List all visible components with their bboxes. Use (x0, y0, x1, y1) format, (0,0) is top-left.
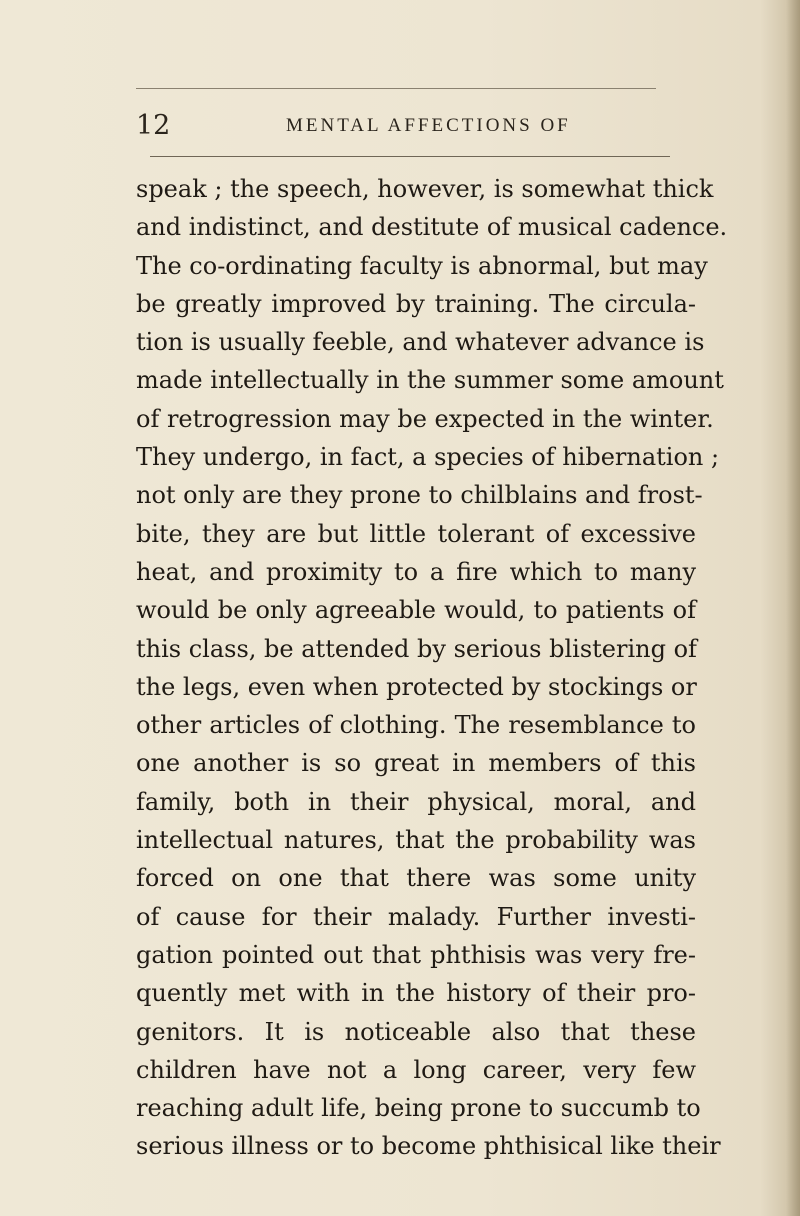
text-line: serious illness or to become phthisical like their (136, 1132, 721, 1161)
header-rule-bottom (150, 156, 670, 157)
header-rule-top (136, 88, 656, 89)
text-line: reaching adult life, being prone to succumb to (136, 1094, 701, 1123)
body-text (136, 170, 728, 1166)
text-line: quently met with in the history of their pro- (136, 979, 696, 1008)
text-line: of retrogression may be expected in the winter. (136, 404, 714, 433)
text-line: children have not a long career, very few (136, 1055, 696, 1084)
text-line: not only are they prone to chilblains and frost- (136, 481, 703, 510)
running-head: MENTAL AFFECTIONS OF (286, 115, 571, 136)
text-line: the legs, even when protected by stockings or (136, 672, 697, 701)
text-line: made intellectually in the summer some amount (136, 366, 724, 395)
text-line: other articles of clothing. The resemblance to (136, 711, 696, 740)
text-line: gation pointed out that phthisis was very fre- (136, 940, 696, 969)
text-line: would be only agreeable would, to patients of (136, 596, 696, 625)
text-line: tion is usually feeble, and whatever advance is (136, 328, 705, 357)
page-header (136, 106, 656, 146)
text-line: be greatly improved by training. The circula- (136, 289, 696, 318)
text-line: bite, they are but little tolerant of excessive (136, 519, 696, 548)
text-line: speak ; the speech, however, is somewhat thick (136, 175, 714, 203)
text-line: heat, and proximity to a fire which to many (136, 557, 696, 586)
text-line: They undergo, in fact, a species of hibernation ; (136, 443, 720, 472)
text-line: one another is so great in members of this (136, 749, 696, 778)
text-line: The co-ordinating faculty is abnormal, but may (136, 251, 708, 280)
text-line: this class, be attended by serious blistering of (136, 634, 697, 663)
text-line: intellectual natures, that the probability was (136, 826, 696, 855)
page-number: 12 (136, 110, 171, 141)
text-line: forced on one that there was some unity (136, 864, 696, 893)
text-line: and indistinct, and destitute of musical cadence. (136, 213, 728, 242)
page-edge-shadow (786, 0, 800, 1216)
text-line: of cause for their malady. Further investi- (136, 902, 696, 931)
text-line: family, both in their physical, moral, and (136, 787, 696, 816)
text-line: genitors. It is noticeable also that these (136, 1017, 696, 1046)
